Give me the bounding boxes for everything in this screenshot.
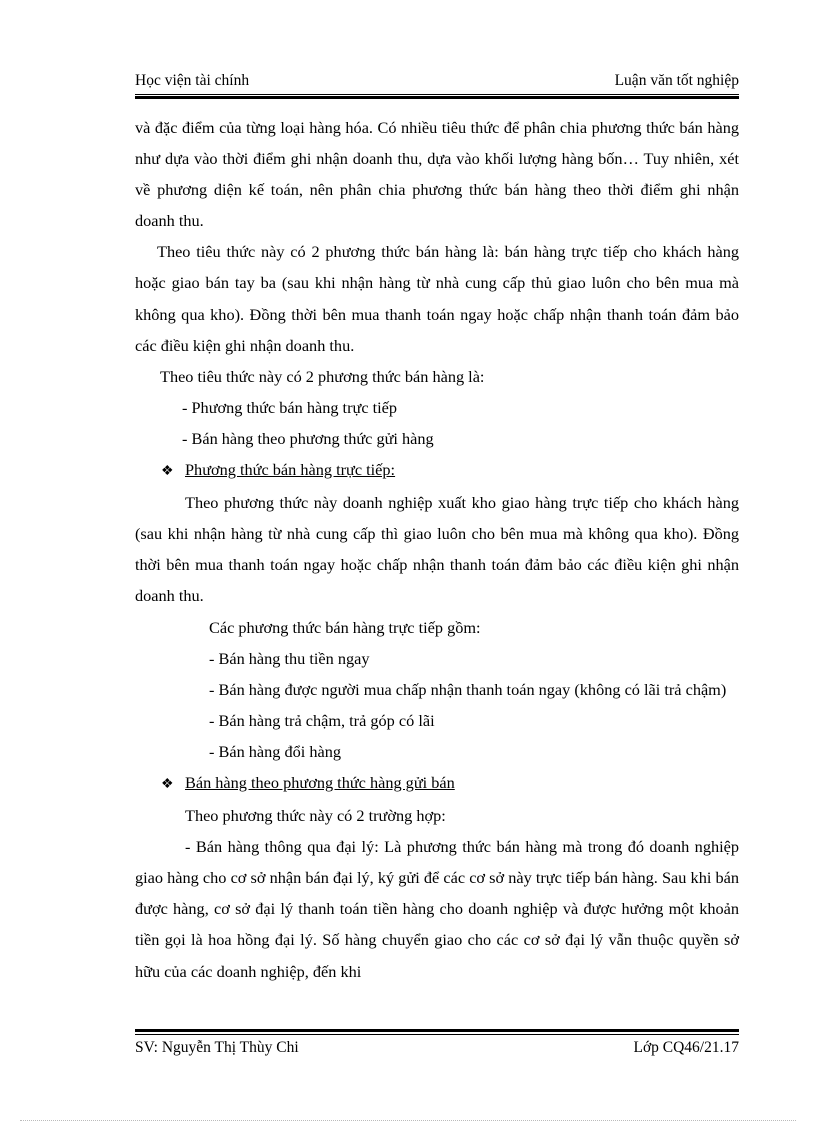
header-school: Học viện tài chính [135, 72, 250, 89]
footer-student: SV: Nguyễn Thị Thùy Chi [135, 1039, 299, 1056]
list-item-cash-sale: - Bán hàng thu tiền ngay [209, 648, 370, 668]
list-item-accepted-payment: - Bán hàng được người mua chấp nhận thanh toán ngay (không có lãi trả chậm) [209, 679, 727, 699]
diamond-bullet-icon: ❖ [161, 464, 174, 480]
heading-direct-sales-text: Phương thức bán hàng trực tiếp: [185, 460, 396, 480]
footer-rule-thick [135, 1029, 739, 1032]
list-item-installment: - Bán hàng trả chậm, trả góp có lãi [209, 710, 435, 730]
page-footer [135, 1039, 739, 1059]
list-item-consignment: - Bán hàng theo phương thức gửi hàng [182, 428, 434, 448]
paragraph-criteria: Theo tiêu thức này có 2 phương thức bán hàng là: bán hàng trực tiếp cho khách hàng hoặc giao bán tay ba (sau khi nhận hàng từ nhà cung cấp thủ giao luôn cho bên mua mà không qua kho). Đồng thời bên mua thanh toán ngay hoặc chấp nhận thanh toán đảm bảo các điều kiện ghi nhận doanh thu. [135, 242, 739, 355]
paragraph-two-cases: Theo phương thức này có 2 trường hợp: [185, 806, 446, 826]
heading-consignment-text: Bán hàng theo phương thức hàng gửi bán [185, 772, 455, 792]
paragraph-two-methods: Theo tiêu thức này có 2 phương thức bán hàng là: [160, 366, 485, 386]
paragraph-direct-sales: Theo phương thức này doanh nghiệp xuất kho giao hàng trực tiếp cho khách hàng (sau khi nhận hàng từ nhà cung cấp thì giao luôn cho bên mua mà không qua kho). Đồng thời bên mua thanh toán ngay hoặc chấp nhận thanh toán đảm bảo các điều kiện ghi nhận doanh thu. [135, 493, 739, 606]
list-item-direct: - Phương thức bán hàng trực tiếp [182, 397, 398, 417]
page-content [135, 112, 739, 987]
footer-class: Lớp CQ46/21.17 [633, 1039, 739, 1056]
page-edge-divider [20, 1120, 796, 1121]
section-heading-consignment [135, 767, 739, 800]
diamond-bullet-icon: ❖ [161, 776, 174, 792]
header-rule-thick [135, 96, 739, 99]
header-thesis-label: Luận văn tốt nghiệp [614, 72, 739, 89]
section-heading-direct-sales [135, 454, 739, 487]
footer-rule-thin [135, 1034, 739, 1035]
header-rule-thin [135, 94, 739, 95]
paragraph-intro: và đặc điểm của từng loại hàng hóa. Có nhiều tiêu thức để phân chia phương thức bán hàng như dựa vào thời điểm ghi nhận doanh thu, dựa vào khối lượng hàng bốn… Tuy nhiên, xét về phương diện kế toán, nên phân chia phương thức bán hàng theo thời điểm ghi nhận doanh thu. [135, 118, 739, 231]
paragraph-agency-sales: - Bán hàng thông qua đại lý: Là phương thức bán hàng mà trong đó doanh nghiệp giao hàng cho cơ sở nhận bán đại lý, ký gửi để các cơ sở này trực tiếp bán hàng. Sau khi bán được hàng, cơ sở đại lý thanh toán tiền hàng cho doanh nghiệp và được hưởng một khoản tiền gọi là hoa hồng đại lý. Số hàng chuyển giao cho các cơ sở đại lý vẫn thuộc quyền sở hữu của các doanh nghiệp, đến khi [135, 837, 739, 981]
paragraph-direct-methods-include: Các phương thức bán hàng trực tiếp gồm: [209, 617, 481, 637]
page-header [135, 72, 739, 92]
list-item-barter: - Bán hàng đổi hàng [209, 741, 342, 761]
